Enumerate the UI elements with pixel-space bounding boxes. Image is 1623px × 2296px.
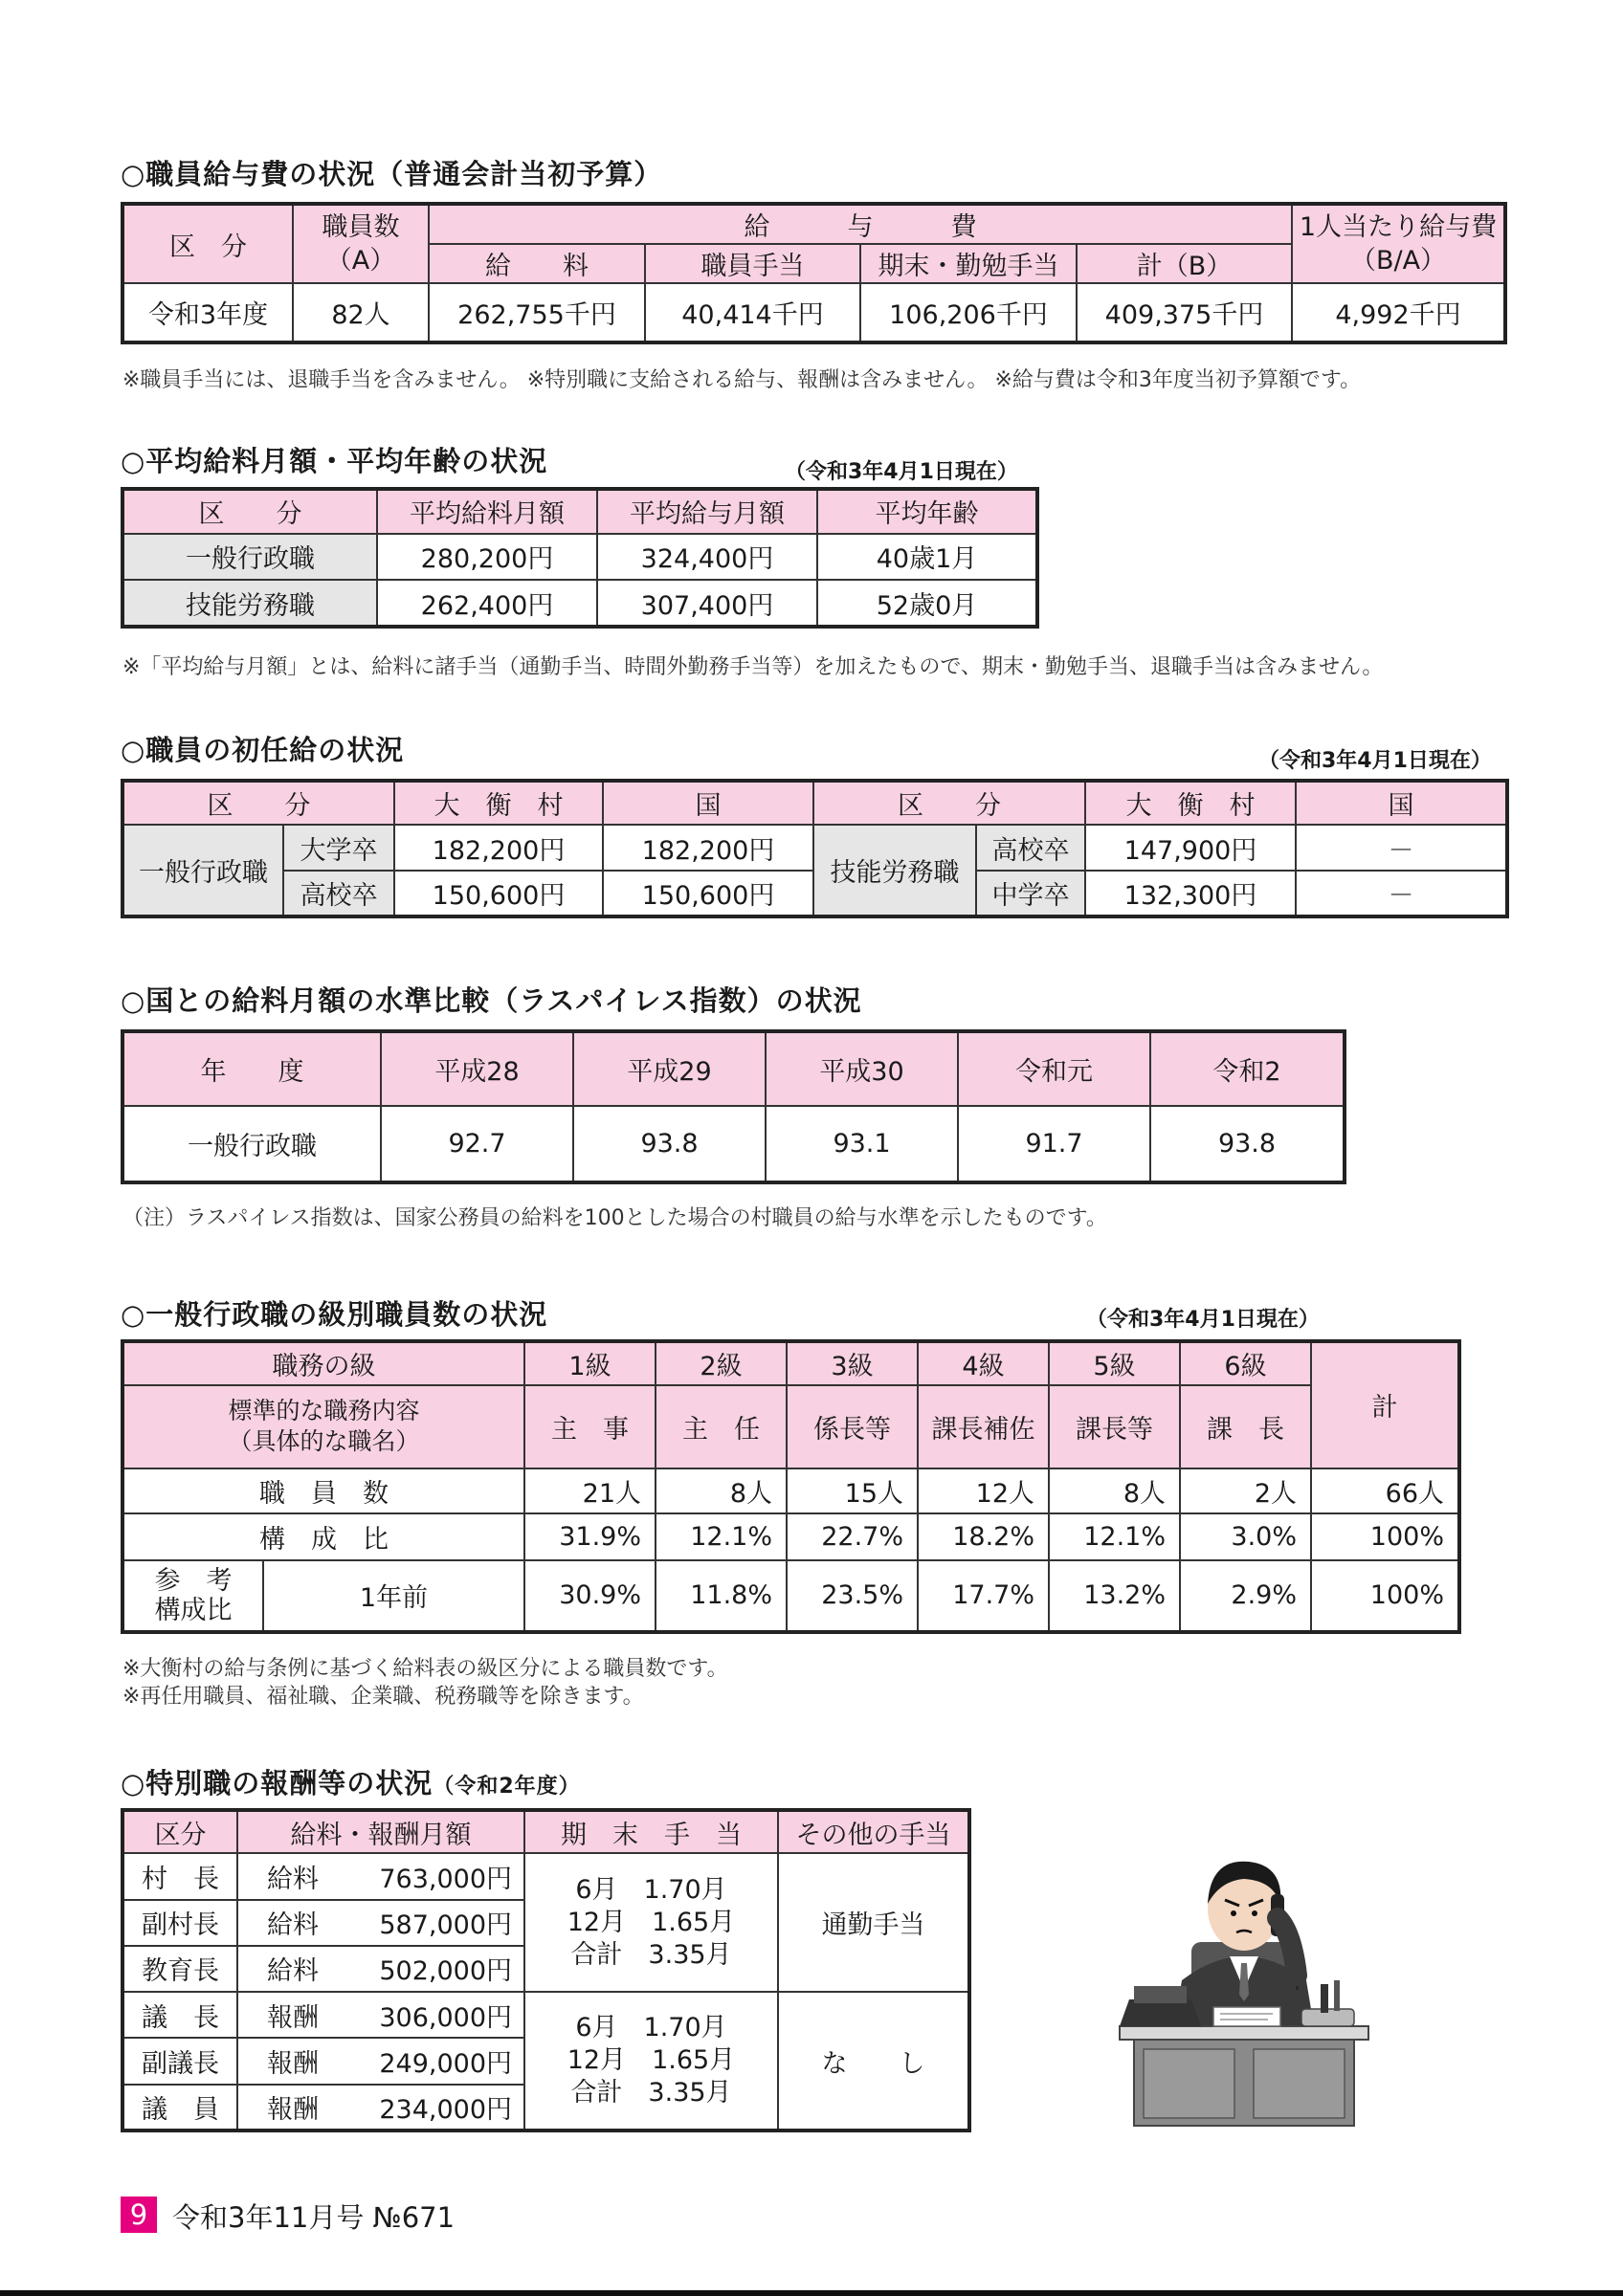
cell: 93.1 (766, 1106, 958, 1182)
cell: － (1296, 825, 1507, 871)
header-pay: 給 与 費 (429, 204, 1292, 244)
header-kyuryo: 給 料 (429, 244, 645, 283)
cell: 93.8 (1150, 1106, 1345, 1182)
bonus-executive: 6月 1.70月 12月 1.65月 合計 3.35月 (524, 1853, 778, 1992)
special-posts-table (121, 1808, 971, 2132)
post: 村 長 (122, 1853, 237, 1899)
header: 平均給料月額 (377, 489, 597, 534)
header: 平成30 (766, 1031, 958, 1106)
header: 区 分 (122, 489, 377, 534)
post: 議 長 (122, 1992, 237, 2038)
salary-cost-table (121, 202, 1507, 344)
header: 平成29 (573, 1031, 766, 1106)
average-salary-note: ※「平均給与月額」とは、給料に諸手当（通勤手当、時間外勤務手当等）を加えたもので、期末・勤勉手当、退職手当は含みません。 (122, 655, 1384, 679)
duty: 課長補佐 (918, 1385, 1049, 1468)
pay-type: 給料 (267, 1910, 319, 1941)
salary-cost-note: ※職員手当には、退職手当を含みません。 ※特別職に支給される給与、報酬は含みません。 ※給与費は令和3年度当初予算額です。 (122, 368, 1362, 392)
as-of-date: （令和3年4月1日現在） (1258, 749, 1492, 773)
header: 令和元 (958, 1031, 1150, 1106)
header-total: 計 (1311, 1341, 1459, 1468)
grade-note-2: ※再任用職員、福祉職、企業職、税務職等を除きます。 (122, 1685, 644, 1709)
cell: 150,600円 (394, 871, 603, 916)
cell: 8人 (1049, 1468, 1180, 1514)
grade: 2級 (656, 1341, 787, 1385)
header: 平均年齢 (817, 489, 1037, 534)
pay-type: 給料 (267, 1956, 319, 1987)
header-per-capita: 1人当たり給与費 （B/A） (1292, 204, 1505, 283)
pay-type: 報酬 (267, 2002, 319, 2033)
cell: 91.7 (958, 1106, 1150, 1182)
as-of-date: （令和3年4月1日現在） (1086, 1308, 1320, 1332)
pay-amount: 763,000円 (379, 1864, 512, 1894)
cell: 12.1% (656, 1513, 787, 1560)
pay-type: 給料 (267, 1864, 319, 1894)
cell-count: 82人 (293, 283, 429, 342)
title-main: ○特別職の報酬等の状況 (121, 1767, 434, 1799)
header-kubun: 区 分 (122, 204, 293, 283)
row-label-ref: 参 考 構成比 (122, 1560, 263, 1632)
cell: 12人 (918, 1468, 1049, 1514)
header: 平成28 (381, 1031, 573, 1106)
title-small: （令和2年度） (433, 1775, 581, 1799)
cell-total: 100% (1311, 1560, 1459, 1632)
section-title-laspeyres: ○国との給料月額の水準比較（ラスパイレス指数）の状況 (121, 984, 862, 1017)
pay-amount: 587,000円 (379, 1910, 512, 1941)
header-kimatsu: 期末・勤勉手当 (860, 244, 1077, 283)
duty: 主 任 (656, 1385, 787, 1468)
grade: 5級 (1049, 1341, 1180, 1385)
header: 区 分 (813, 781, 1085, 825)
post: 教育長 (122, 1946, 237, 1992)
header-grade: 職務の級 (122, 1341, 524, 1385)
cell: 182,200円 (603, 825, 813, 871)
section-title-average-salary: ○平均給料月額・平均年齢の状況 (121, 445, 548, 477)
cell: 21人 (524, 1468, 656, 1514)
pay-type: 報酬 (267, 2049, 319, 2080)
bonus-assembly: 6月 1.70月 12月 1.65月 合計 3.35月 (524, 1992, 778, 2130)
cell: 17.7% (918, 1560, 1049, 1632)
header: 国 (1296, 781, 1507, 825)
cell: 132,300円 (1085, 871, 1296, 916)
header-teate: 職員手当 (645, 244, 860, 283)
header-duty: 標準的な職務内容 （具体的な職名） (122, 1385, 524, 1468)
header: 給料・報酬月額 (237, 1810, 524, 1853)
cell: 150,600円 (603, 871, 813, 916)
header: 期 末 手 当 (524, 1810, 778, 1853)
group-label: 一般行政職 (122, 825, 283, 916)
post: 副村長 (122, 1900, 237, 1946)
row-label: 中学卒 (976, 871, 1085, 916)
pay-cell (237, 1900, 524, 1946)
header: 大 衡 村 (394, 781, 603, 825)
cell-teate: 40,414千円 (645, 283, 860, 342)
pay-cell (237, 1853, 524, 1899)
cell: 11.8% (656, 1560, 787, 1632)
cell: － (1296, 871, 1507, 916)
row-label: 高校卒 (976, 825, 1085, 871)
cell-kyuryo: 262,755千円 (429, 283, 645, 342)
cell-per-capita: 4,992千円 (1292, 283, 1505, 342)
section-title-grade-count: ○一般行政職の級別職員数の状況 (121, 1298, 548, 1331)
bottom-rule (0, 2290, 1623, 2296)
post: 議 員 (122, 2085, 237, 2130)
header: 区分 (122, 1810, 237, 1853)
cell: 307,400円 (597, 580, 817, 627)
header: 令和2 (1150, 1031, 1345, 1106)
section-title-special-posts (121, 1762, 581, 1801)
pay-cell (237, 1992, 524, 2038)
as-of-date: （令和3年4月1日現在） (785, 460, 1018, 484)
duty: 主 事 (524, 1385, 656, 1468)
office-worker-illustration (1101, 1799, 1388, 2129)
cell: 182,200円 (394, 825, 603, 871)
section-title-salary-cost: ○職員給与費の状況（普通会計当初予算） (121, 158, 663, 190)
row-label: 高校卒 (283, 871, 394, 916)
pay-cell (237, 2038, 524, 2084)
cell: 2人 (1180, 1468, 1311, 1514)
issue-label: 令和3年11月号 №671 (172, 2201, 456, 2234)
cell: 8人 (656, 1468, 787, 1514)
post: 副議長 (122, 2038, 237, 2084)
cell: 22.7% (787, 1513, 918, 1560)
cell: 324,400円 (597, 534, 817, 581)
cell: 52歳0月 (817, 580, 1037, 627)
pay-type: 報酬 (267, 2094, 319, 2125)
row-label: 技能労務職 (122, 580, 377, 627)
pay-cell (237, 2085, 524, 2130)
row-label: 一般行政職 (122, 1106, 381, 1182)
header: 大 衡 村 (1085, 781, 1296, 825)
cell: 30.9% (524, 1560, 656, 1632)
cell: 23.5% (787, 1560, 918, 1632)
section-title-starting-salary: ○職員の初任給の状況 (121, 734, 405, 766)
cell: 2.9% (1180, 1560, 1311, 1632)
cell: 40歳1月 (817, 534, 1037, 581)
cell-total: 409,375千円 (1077, 283, 1292, 342)
cell: 18.2% (918, 1513, 1049, 1560)
laspeyres-note: （注）ラスパイレス指数は、国家公務員の給料を100とした場合の村職員の給与水準を示したものです。 (122, 1206, 1107, 1230)
pay-amount: 502,000円 (379, 1956, 512, 1987)
starting-salary-table (121, 779, 1509, 918)
header: 区 分 (122, 781, 394, 825)
header: 国 (603, 781, 813, 825)
cell: 280,200円 (377, 534, 597, 581)
other-allowance-executive: 通勤手当 (778, 1853, 969, 1992)
grade: 6級 (1180, 1341, 1311, 1385)
grade-count-table (121, 1339, 1461, 1634)
other-allowance-assembly: な し (778, 1992, 969, 2130)
average-salary-table (121, 487, 1039, 629)
cell: 3.0% (1180, 1513, 1311, 1560)
row-label-prev: 1年前 (263, 1560, 524, 1632)
row-label: 大学卒 (283, 825, 394, 871)
header: その他の手当 (778, 1810, 969, 1853)
laspeyres-table (121, 1029, 1346, 1184)
cell: 93.8 (573, 1106, 766, 1182)
grade: 1級 (524, 1341, 656, 1385)
pay-amount: 306,000円 (379, 2002, 512, 2033)
duty: 課 長 (1180, 1385, 1311, 1468)
grade: 4級 (918, 1341, 1049, 1385)
row-label-ratio: 構 成 比 (122, 1513, 524, 1560)
grade: 3級 (787, 1341, 918, 1385)
duty: 課長等 (1049, 1385, 1180, 1468)
row-label: 一般行政職 (122, 534, 377, 581)
pay-amount: 249,000円 (379, 2049, 512, 2080)
header: 年 度 (122, 1031, 381, 1106)
cell-total: 100% (1311, 1513, 1459, 1560)
cell-year: 令和3年度 (122, 283, 293, 342)
header-total: 計（B） (1077, 244, 1292, 283)
page-number: 9 (121, 2197, 157, 2233)
group-label: 技能労務職 (813, 825, 976, 916)
cell: 147,900円 (1085, 825, 1296, 871)
cell: 13.2% (1049, 1560, 1180, 1632)
cell: 15人 (787, 1468, 918, 1514)
cell: 262,400円 (377, 580, 597, 627)
pay-amount: 234,000円 (379, 2094, 512, 2125)
cell-kimatsu: 106,206千円 (860, 283, 1077, 342)
duty: 係長等 (787, 1385, 918, 1468)
cell-total: 66人 (1311, 1468, 1459, 1514)
grade-note-1: ※大衡村の給与条例に基づく給料表の級区分による職員数です。 (122, 1657, 728, 1681)
header: 平均給与月額 (597, 489, 817, 534)
row-label-count: 職 員 数 (122, 1468, 524, 1514)
cell: 12.1% (1049, 1513, 1180, 1560)
cell: 31.9% (524, 1513, 656, 1560)
header-staff-count: 職員数 （A） (293, 204, 429, 283)
cell: 92.7 (381, 1106, 573, 1182)
pay-cell (237, 1946, 524, 1992)
